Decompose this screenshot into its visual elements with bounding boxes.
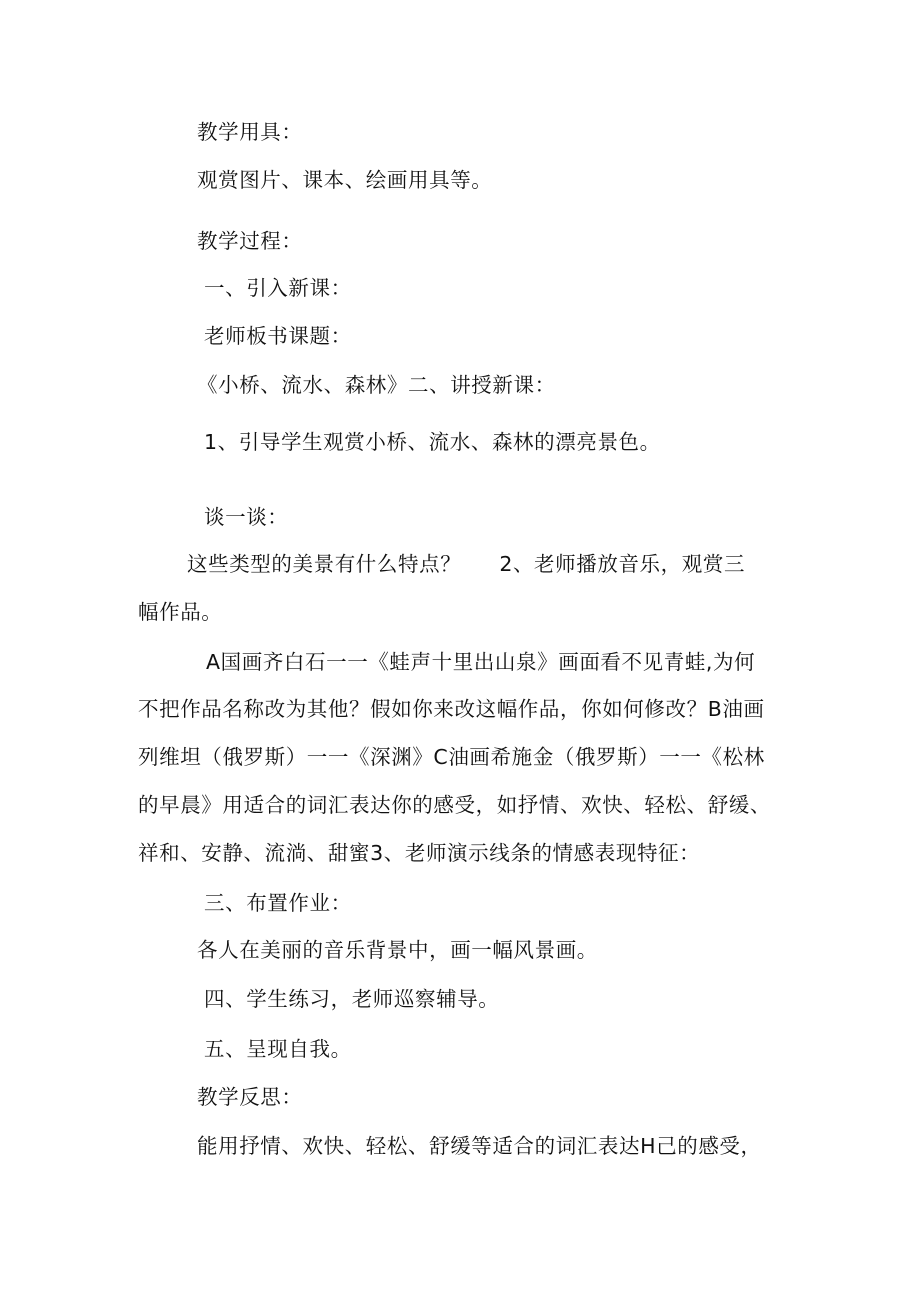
paragraph-board-title: 老师板书课题： [204,324,352,348]
paragraph-three-works: 幅作品。 [138,600,223,624]
heading-section-3: 三、布置作业： [204,891,352,915]
paragraph-reflection: 能用抒情、欢快、轻松、舒缓等适合的词汇表达H己的感受， [197,1134,762,1158]
question-text: 这些类型的美景有什么特点？ [187,552,462,576]
paragraph-teaching-tools: 观赏图片、课本、绘画用具等。 [197,168,493,192]
paragraph-artwork-line-3: 列维坦（俄罗斯）一一《深渊》C油画希施金（俄罗斯）一一《松林 [138,745,765,769]
heading-section-5: 五、呈现自我。 [204,1037,352,1061]
paragraph-question-line [187,550,745,578]
paragraph-artwork-line-5: 祥和、安静、流淌、甜蜜3、老师演示线条的情感表现特征： [138,841,701,865]
heading-section-4: 四、学生练习，老师巡察辅导。 [204,987,500,1011]
heading-discuss: 谈一谈： [204,505,289,529]
heading-teaching-tools: 教学用具： [197,120,303,144]
paragraph-artwork-line-4: 的早晨》用适合的词汇表达你的感受，如抒情、欢快、轻松、舒缓、 [138,793,771,817]
heading-reflection: 教学反思： [197,1085,303,1109]
heading-section-1: 一、引入新课： [204,276,352,300]
paragraph-homework: 各人在美丽的音乐背景中，画一幅风景画。 [197,938,598,962]
paragraph-artwork-line-2: 不把作品名称改为其他？假如你来改这幅作品，你如何修改？B油画 [138,697,765,721]
paragraph-lesson-title: 《小桥、流水、森林》二、讲授新课： [197,373,556,397]
paragraph-step-1: 1、引导学生观赏小桥、流水、森林的漂亮景色。 [204,430,661,454]
step-2-text: 2、老师播放音乐，观赏三 [499,552,746,576]
paragraph-artwork-a: A国画齐白石一一《蛙声十里出山泉》画面看不见青蛙,为何 [206,650,756,674]
heading-teaching-process: 教学过程： [197,229,303,253]
